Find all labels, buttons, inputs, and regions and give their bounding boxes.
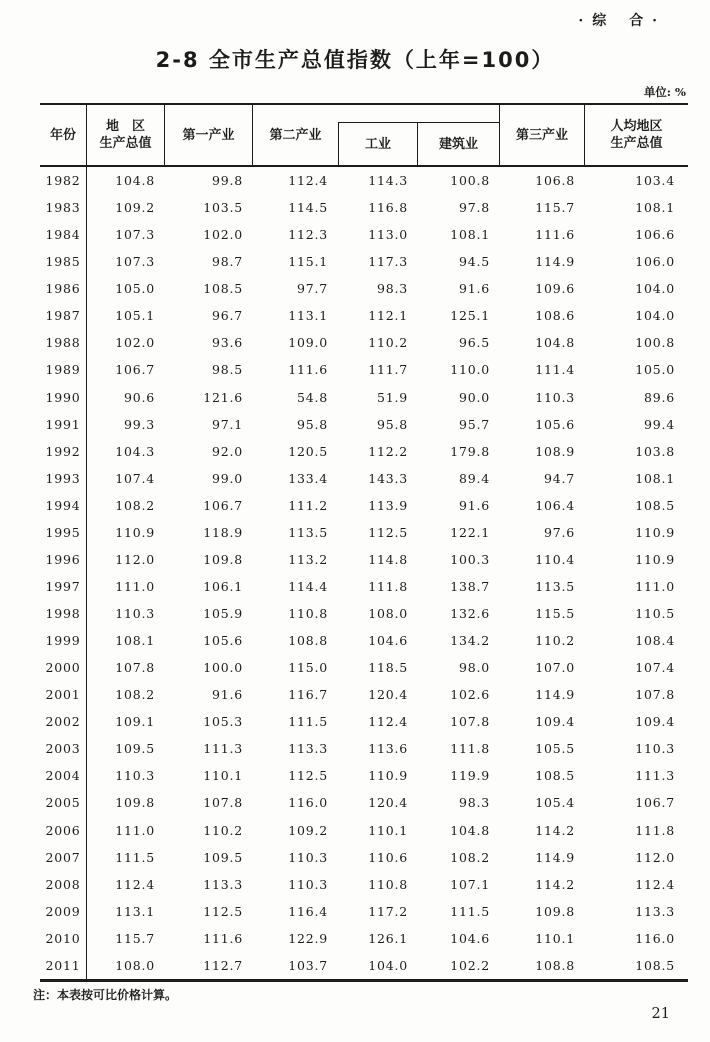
secondary-subcolumns-box (338, 122, 499, 165)
value-cell: 114.2 (535, 822, 575, 838)
value-cell: 107.3 (115, 227, 155, 243)
value-cell: 95.7 (458, 416, 490, 432)
value-cell: 114.8 (368, 551, 408, 567)
year-cell: 1995 (40, 519, 87, 546)
table-row (40, 844, 688, 871)
value-cell: 109.8 (535, 903, 575, 919)
value-cell: 108.0 (115, 957, 155, 973)
year-cell: 2003 (40, 735, 87, 762)
value-cell: 133.4 (288, 470, 328, 486)
value-cell: 104.8 (450, 822, 490, 838)
header-year-label: 年份 (49, 127, 76, 143)
value-cell: 104.6 (450, 930, 490, 946)
value-cell: 105.3 (203, 714, 243, 730)
table-row (40, 329, 688, 356)
value-cell: 106.7 (115, 362, 155, 378)
table-row (40, 194, 688, 221)
value-cell: 109.6 (535, 281, 575, 297)
value-cell: 97.8 (458, 200, 490, 216)
value-cell: 110.3 (535, 389, 575, 405)
year-cell: 2007 (40, 844, 87, 871)
value-cell: 114.5 (288, 200, 328, 216)
value-cell: 109.2 (115, 200, 155, 216)
value-cell: 115.7 (115, 930, 155, 946)
value-cell: 120.4 (368, 687, 408, 703)
value-cell: 110.8 (368, 876, 408, 892)
value-cell: 120.4 (368, 795, 408, 811)
value-cell: 108.5 (203, 281, 243, 297)
value-cell: 107.0 (535, 660, 575, 676)
value-cell: 111.4 (535, 362, 575, 378)
value-cell: 110.8 (288, 606, 328, 622)
value-cell: 110.3 (288, 849, 328, 865)
header-regional-gdp (87, 105, 165, 165)
value-cell: 102.0 (115, 335, 155, 351)
year-cell: 2006 (40, 817, 87, 844)
value-cell: 97.1 (211, 416, 243, 432)
value-cell: 110.5 (635, 606, 675, 622)
table-row (40, 356, 688, 383)
table-row (40, 681, 688, 708)
value-cell: 116.7 (288, 687, 328, 703)
value-cell: 111.0 (635, 578, 675, 594)
value-cell: 96.7 (211, 308, 243, 324)
value-cell: 104.3 (115, 443, 155, 459)
value-cell: 107.3 (115, 254, 155, 270)
value-cell: 105.1 (115, 308, 155, 324)
value-cell: 113.1 (288, 308, 328, 324)
value-cell: 106.6 (635, 227, 675, 243)
value-cell: 89.6 (643, 389, 675, 405)
value-cell: 112.5 (203, 903, 243, 919)
value-cell: 110.9 (115, 524, 155, 540)
value-cell: 105.6 (535, 416, 575, 432)
header-construction-label: 建筑业 (439, 136, 479, 152)
header-primary-industry (165, 105, 253, 165)
year-cell: 1994 (40, 492, 87, 519)
value-cell: 100.0 (203, 660, 243, 676)
year-cell: 1999 (40, 627, 87, 654)
year-cell: 1997 (40, 573, 87, 600)
table-row (40, 546, 688, 573)
table-row (40, 302, 688, 329)
year-cell: 1982 (40, 167, 87, 194)
value-cell: 116.4 (288, 903, 328, 919)
value-cell: 111.0 (115, 822, 155, 838)
value-cell: 99.8 (211, 173, 243, 189)
value-cell: 102.0 (203, 227, 243, 243)
value-cell: 112.4 (288, 173, 328, 189)
value-cell: 98.5 (211, 362, 243, 378)
value-cell: 105.0 (115, 281, 155, 297)
value-cell: 112.4 (115, 876, 155, 892)
value-cell: 103.5 (203, 200, 243, 216)
year-cell: 2000 (40, 654, 87, 681)
header-per-capita-gdp (585, 105, 688, 165)
value-cell: 116.0 (288, 795, 328, 811)
year-cell: 1992 (40, 438, 87, 465)
year-cell: 2011 (40, 952, 87, 979)
value-cell: 91.6 (211, 687, 243, 703)
table-row (40, 654, 688, 681)
value-cell: 105.9 (203, 606, 243, 622)
value-cell: 109.5 (115, 741, 155, 757)
value-cell: 111.6 (288, 362, 328, 378)
value-cell: 108.2 (115, 497, 155, 513)
table-row (40, 573, 688, 600)
header-secondary-industry-group (253, 105, 500, 165)
table-header-row (40, 105, 688, 167)
value-cell: 97.7 (296, 281, 328, 297)
value-cell: 126.1 (368, 930, 408, 946)
value-cell: 109.0 (288, 335, 328, 351)
value-cell: 114.9 (535, 254, 575, 270)
header-per-capita-gdp-line2: 生产总值 (610, 136, 663, 151)
year-cell: 2002 (40, 708, 87, 735)
value-cell: 54.8 (296, 389, 328, 405)
year-cell: 2008 (40, 871, 87, 898)
value-cell: 103.7 (288, 957, 328, 973)
value-cell: 109.8 (115, 795, 155, 811)
value-cell: 110.1 (203, 768, 243, 784)
value-cell: 113.3 (288, 741, 328, 757)
table-row (40, 438, 688, 465)
value-cell: 117.3 (368, 254, 408, 270)
value-cell: 95.8 (376, 416, 408, 432)
value-cell: 112.4 (635, 876, 675, 892)
value-cell: 112.0 (635, 849, 675, 865)
value-cell: 111.5 (288, 714, 328, 730)
table-row (40, 952, 688, 979)
value-cell: 111.6 (203, 930, 243, 946)
value-cell: 98.7 (211, 254, 243, 270)
value-cell: 108.2 (450, 849, 490, 865)
value-cell: 107.4 (635, 660, 675, 676)
value-cell: 104.6 (368, 633, 408, 649)
value-cell: 107.8 (450, 714, 490, 730)
value-cell: 112.3 (288, 227, 328, 243)
value-cell: 112.5 (288, 768, 328, 784)
value-cell: 118.9 (203, 524, 243, 540)
table-row (40, 898, 688, 925)
table-row (40, 627, 688, 654)
year-cell: 1987 (40, 302, 87, 329)
value-cell: 122.1 (450, 524, 490, 540)
year-cell: 1990 (40, 384, 87, 411)
value-cell: 94.5 (458, 254, 490, 270)
value-cell: 111.3 (203, 741, 243, 757)
header-construction (418, 123, 499, 165)
value-cell: 109.2 (288, 822, 328, 838)
header-primary-industry-label: 第一产业 (182, 127, 235, 143)
value-cell: 108.6 (535, 308, 575, 324)
value-cell: 109.1 (115, 714, 155, 730)
value-cell: 99.4 (643, 416, 675, 432)
value-cell: 100.8 (450, 173, 490, 189)
value-cell: 113.3 (635, 903, 675, 919)
value-cell: 112.0 (115, 551, 155, 567)
year-cell: 1998 (40, 600, 87, 627)
table-row (40, 275, 688, 302)
table-row (40, 384, 688, 411)
table-row (40, 817, 688, 844)
value-cell: 109.5 (203, 849, 243, 865)
table-row (40, 735, 688, 762)
value-cell: 113.0 (368, 227, 408, 243)
value-cell: 94.7 (543, 470, 575, 486)
value-cell: 92.0 (211, 443, 243, 459)
value-cell: 111.2 (288, 497, 328, 513)
header-industry-label: 工业 (365, 136, 392, 152)
value-cell: 121.6 (203, 389, 243, 405)
value-cell: 118.5 (368, 660, 408, 676)
value-cell: 107.8 (635, 687, 675, 703)
value-cell: 110.2 (203, 822, 243, 838)
value-cell: 107.8 (203, 795, 243, 811)
value-cell: 107.4 (115, 470, 155, 486)
value-cell: 91.6 (458, 497, 490, 513)
value-cell: 111.3 (635, 768, 675, 784)
value-cell: 111.8 (450, 741, 490, 757)
value-cell: 104.8 (535, 335, 575, 351)
value-cell: 110.3 (115, 606, 155, 622)
value-cell: 110.2 (368, 335, 408, 351)
value-cell: 106.7 (635, 795, 675, 811)
value-cell: 100.8 (635, 335, 675, 351)
table-row (40, 248, 688, 275)
value-cell: 119.9 (450, 768, 490, 784)
year-cell: 1991 (40, 411, 87, 438)
value-cell: 113.1 (115, 903, 155, 919)
value-cell: 112.2 (368, 443, 408, 459)
value-cell: 113.2 (288, 551, 328, 567)
value-cell: 113.5 (288, 524, 328, 540)
value-cell: 106.0 (635, 254, 675, 270)
header-regional-gdp-line1: 地 区 (105, 119, 145, 134)
unit-label: 单位: % (643, 85, 686, 99)
value-cell: 116.8 (368, 200, 408, 216)
value-cell: 112.7 (203, 957, 243, 973)
table-row (40, 465, 688, 492)
value-cell: 111.7 (368, 362, 408, 378)
value-cell: 93.6 (211, 335, 243, 351)
value-cell: 116.0 (635, 930, 675, 946)
value-cell: 104.0 (368, 957, 408, 973)
value-cell: 108.4 (635, 633, 675, 649)
value-cell: 111.5 (450, 903, 490, 919)
value-cell: 111.6 (535, 227, 575, 243)
table-row (40, 600, 688, 627)
table-row (40, 167, 688, 194)
value-cell: 89.4 (458, 470, 490, 486)
value-cell: 113.9 (368, 497, 408, 513)
value-cell: 132.6 (450, 606, 490, 622)
value-cell: 109.4 (635, 714, 675, 730)
value-cell: 104.0 (635, 308, 675, 324)
value-cell: 99.0 (211, 470, 243, 486)
table-footnote: 注：本表按可比价格计算。 (33, 988, 178, 1002)
value-cell: 111.8 (368, 578, 408, 594)
value-cell: 109.4 (535, 714, 575, 730)
value-cell: 90.0 (458, 389, 490, 405)
value-cell: 110.2 (535, 633, 575, 649)
value-cell: 114.2 (535, 876, 575, 892)
value-cell: 113.5 (535, 578, 575, 594)
header-tertiary-industry (500, 105, 585, 165)
value-cell: 112.4 (368, 714, 408, 730)
value-cell: 102.6 (450, 687, 490, 703)
header-per-capita-gdp-line1: 人均地区 (610, 119, 663, 134)
table-row (40, 221, 688, 248)
value-cell: 112.5 (368, 524, 408, 540)
value-cell: 112.1 (368, 308, 408, 324)
year-cell: 1989 (40, 356, 87, 383)
value-cell: 120.5 (288, 443, 328, 459)
value-cell: 115.0 (288, 660, 328, 676)
value-cell: 134.2 (450, 633, 490, 649)
value-cell: 110.6 (368, 849, 408, 865)
value-cell: 105.6 (203, 633, 243, 649)
header-regional-gdp-line2: 生产总值 (99, 136, 152, 151)
value-cell: 108.8 (535, 957, 575, 973)
value-cell: 110.9 (635, 524, 675, 540)
year-cell: 1993 (40, 465, 87, 492)
value-cell: 104.0 (635, 281, 675, 297)
year-cell: 1986 (40, 275, 87, 302)
header-year (40, 105, 87, 165)
value-cell: 106.4 (535, 497, 575, 513)
header-secondary-industry-label: 第二产业 (269, 127, 322, 143)
value-cell: 108.1 (635, 200, 675, 216)
table-row (40, 925, 688, 952)
value-cell: 105.5 (535, 741, 575, 757)
value-cell: 110.3 (288, 876, 328, 892)
gdp-index-table (40, 103, 688, 982)
value-cell: 108.0 (368, 606, 408, 622)
year-cell: 1985 (40, 248, 87, 275)
value-cell: 117.2 (368, 903, 408, 919)
year-cell: 1984 (40, 221, 87, 248)
value-cell: 115.5 (535, 606, 575, 622)
table-row (40, 708, 688, 735)
value-cell: 98.0 (458, 660, 490, 676)
value-cell: 111.5 (115, 849, 155, 865)
value-cell: 111.8 (635, 822, 675, 838)
table-row (40, 789, 688, 816)
value-cell: 108.1 (635, 470, 675, 486)
value-cell: 110.9 (368, 768, 408, 784)
value-cell: 103.4 (635, 173, 675, 189)
year-cell: 1996 (40, 546, 87, 573)
value-cell: 125.1 (450, 308, 490, 324)
value-cell: 106.7 (203, 497, 243, 513)
header-tertiary-industry-label: 第三产业 (515, 127, 568, 143)
value-cell: 113.3 (203, 876, 243, 892)
value-cell: 143.3 (368, 470, 408, 486)
value-cell: 51.9 (376, 389, 408, 405)
value-cell: 110.3 (635, 741, 675, 757)
value-cell: 97.6 (543, 524, 575, 540)
value-cell: 110.1 (368, 822, 408, 838)
value-cell: 98.3 (458, 795, 490, 811)
value-cell: 108.1 (115, 633, 155, 649)
value-cell: 111.0 (115, 578, 155, 594)
value-cell: 107.1 (450, 876, 490, 892)
value-cell: 114.9 (535, 687, 575, 703)
year-cell: 1988 (40, 329, 87, 356)
section-label: ·综 合· (578, 13, 666, 29)
page-number: 21 (651, 1006, 670, 1022)
value-cell: 108.2 (115, 687, 155, 703)
value-cell: 110.1 (535, 930, 575, 946)
value-cell: 99.3 (123, 416, 155, 432)
value-cell: 91.6 (458, 281, 490, 297)
year-cell: 1983 (40, 194, 87, 221)
table-row (40, 411, 688, 438)
value-cell: 114.3 (368, 173, 408, 189)
table-row (40, 492, 688, 519)
value-cell: 107.8 (115, 660, 155, 676)
year-cell: 2001 (40, 681, 87, 708)
table-row (40, 871, 688, 898)
value-cell: 100.3 (450, 551, 490, 567)
year-cell: 2005 (40, 789, 87, 816)
value-cell: 108.1 (450, 227, 490, 243)
value-cell: 105.4 (535, 795, 575, 811)
value-cell: 110.0 (450, 362, 490, 378)
table-row (40, 762, 688, 789)
value-cell: 109.8 (203, 551, 243, 567)
value-cell: 105.0 (635, 362, 675, 378)
value-cell: 102.2 (450, 957, 490, 973)
year-cell: 2010 (40, 925, 87, 952)
value-cell: 108.5 (535, 768, 575, 784)
value-cell: 108.5 (635, 957, 675, 973)
value-cell: 115.1 (288, 254, 328, 270)
value-cell: 106.1 (203, 578, 243, 594)
header-industry (339, 123, 418, 165)
value-cell: 108.5 (635, 497, 675, 513)
value-cell: 179.8 (450, 443, 490, 459)
value-cell: 114.9 (535, 849, 575, 865)
value-cell: 113.6 (368, 741, 408, 757)
value-cell: 90.6 (123, 389, 155, 405)
value-cell: 108.8 (288, 633, 328, 649)
value-cell: 108.9 (535, 443, 575, 459)
table-body (40, 167, 688, 979)
value-cell: 110.4 (535, 551, 575, 567)
year-cell: 2004 (40, 762, 87, 789)
value-cell: 110.3 (115, 768, 155, 784)
value-cell: 110.9 (635, 551, 675, 567)
value-cell: 96.5 (458, 335, 490, 351)
table-row (40, 519, 688, 546)
value-cell: 98.3 (376, 281, 408, 297)
value-cell: 104.8 (115, 173, 155, 189)
year-cell: 2009 (40, 898, 87, 925)
value-cell: 115.7 (535, 200, 575, 216)
page-title: 2-8 全市生产总值指数（上年=100） (155, 48, 555, 72)
value-cell: 103.8 (635, 443, 675, 459)
value-cell: 122.9 (288, 930, 328, 946)
value-cell: 138.7 (450, 578, 490, 594)
value-cell: 114.4 (288, 578, 328, 594)
value-cell: 95.8 (296, 416, 328, 432)
value-cell: 106.8 (535, 173, 575, 189)
